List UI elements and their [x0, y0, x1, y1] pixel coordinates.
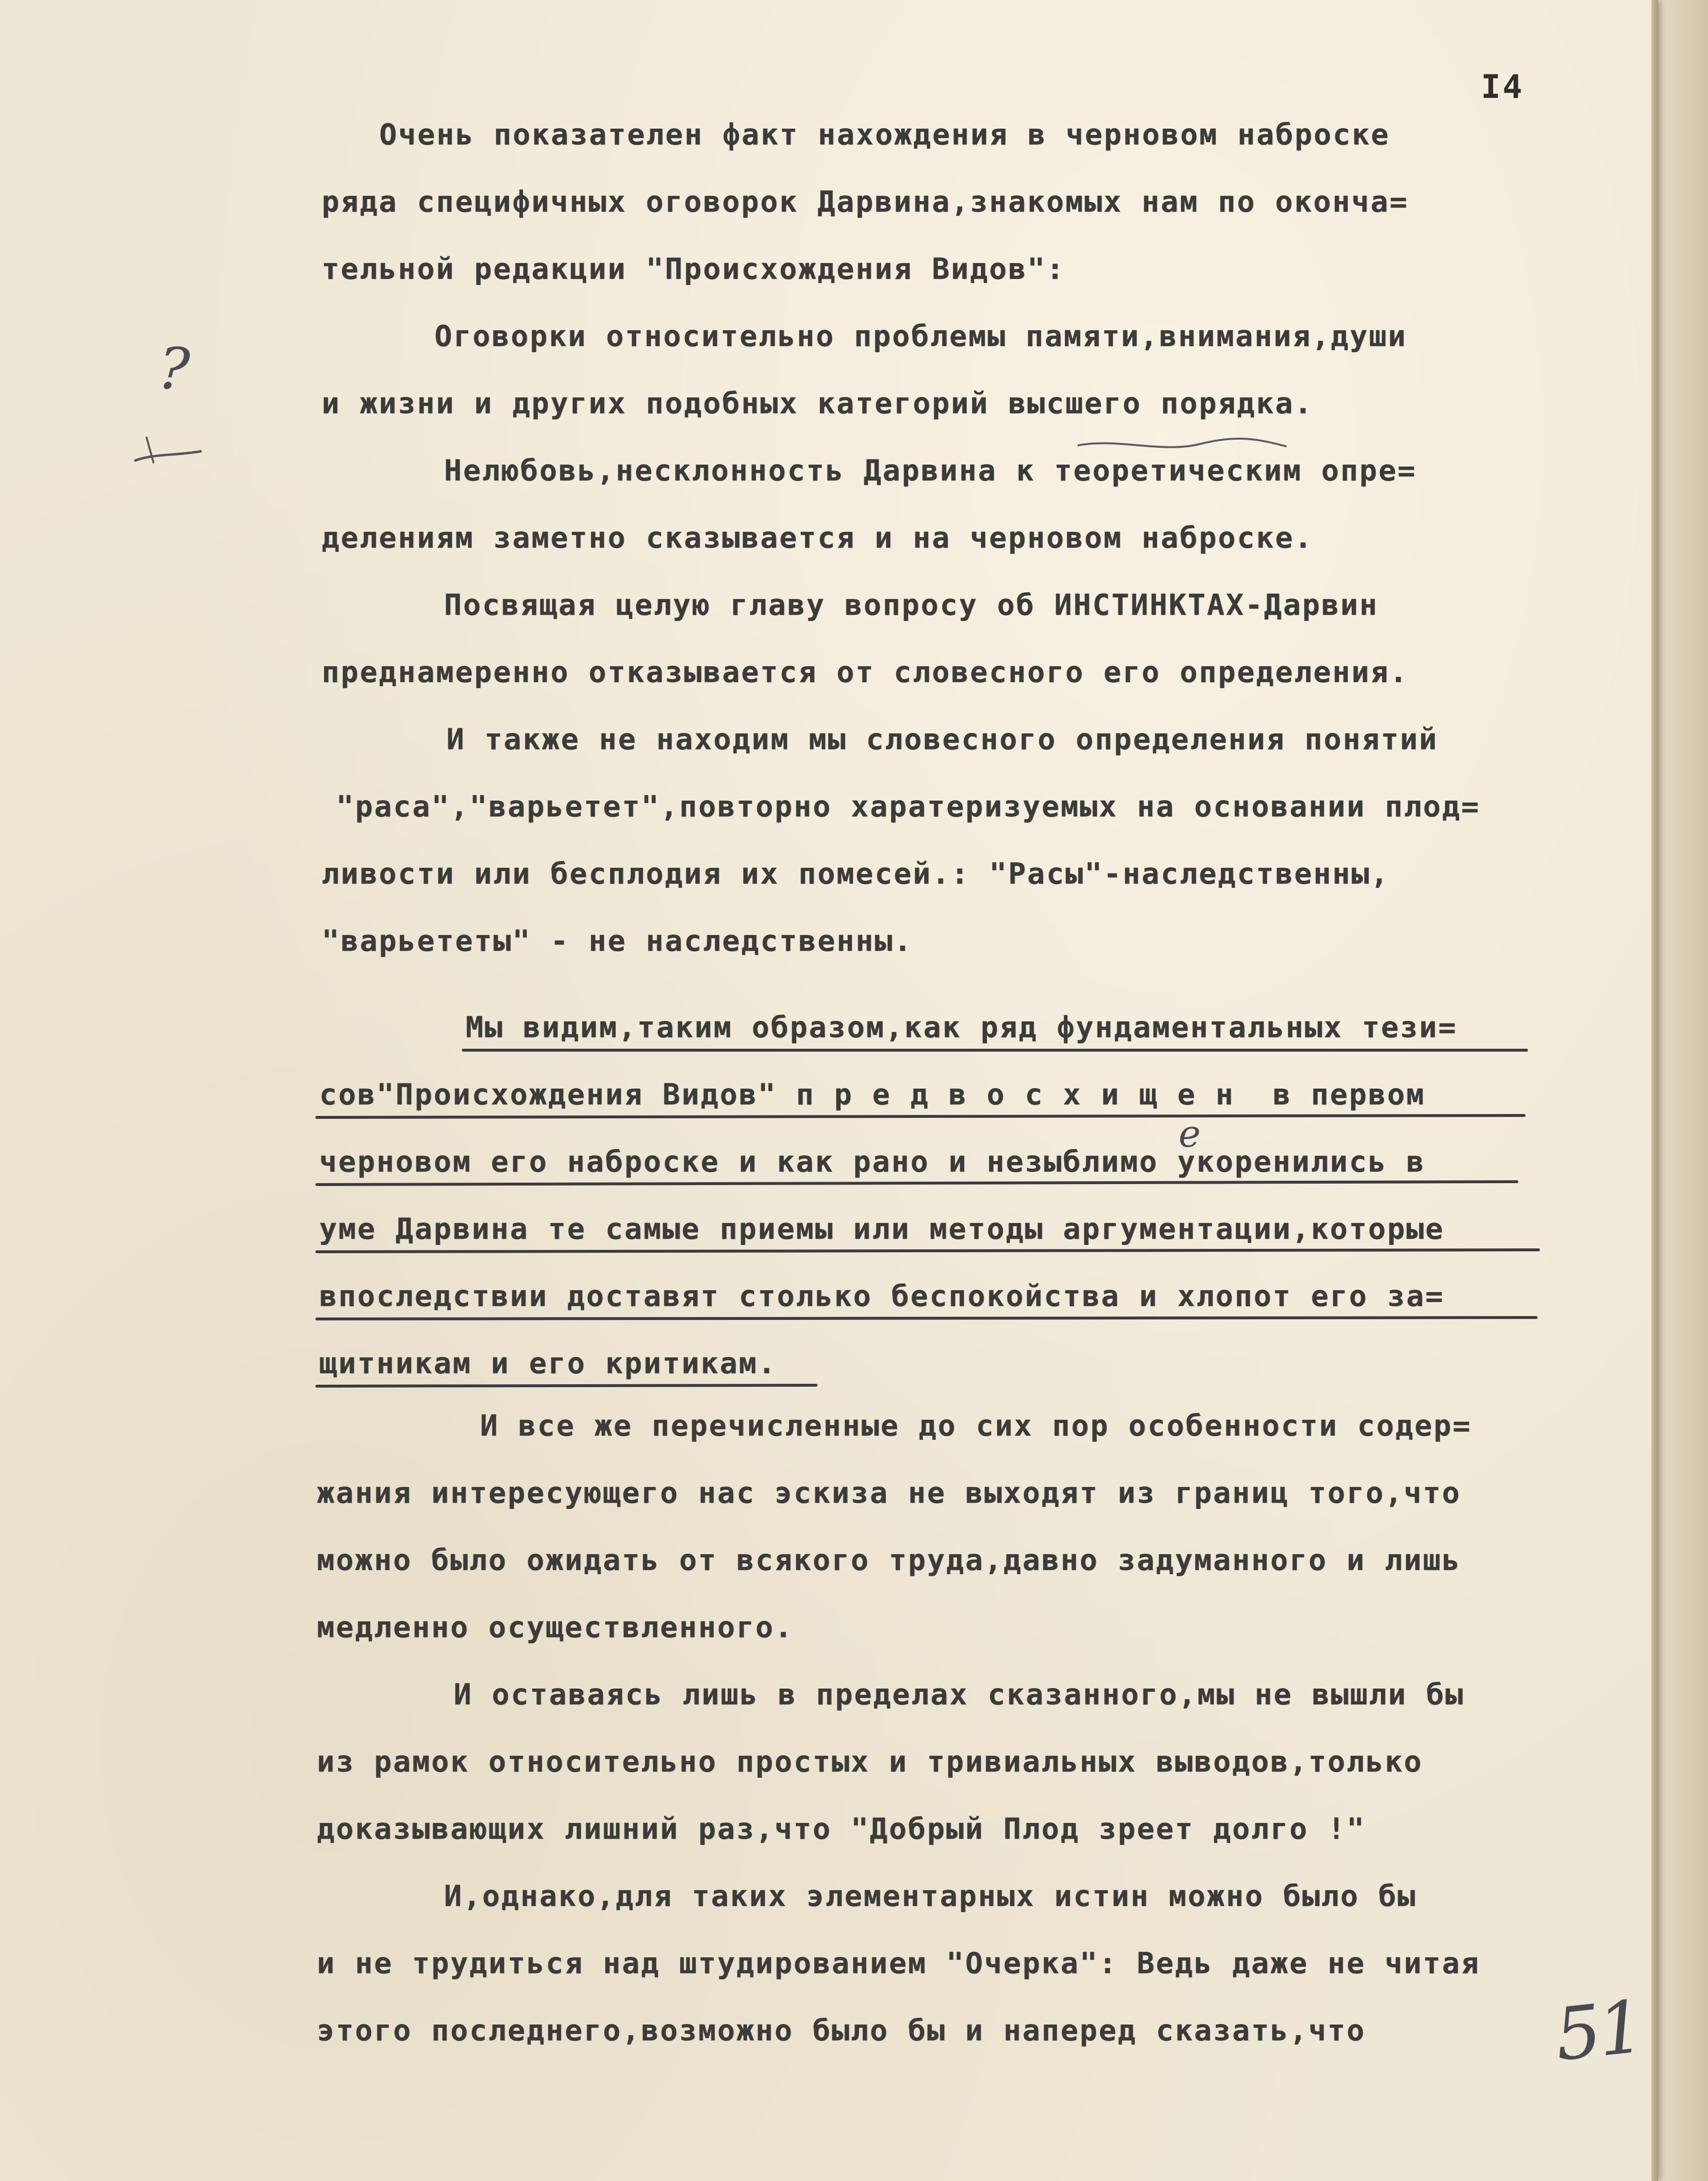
underlined-line: сов"Происхождения Видов" п р е д в о с х и щ е н в первом	[319, 1078, 1426, 1112]
text-line: тельной редакции "Происхождения Видов":	[322, 252, 1066, 286]
underline-stroke	[317, 1182, 1517, 1185]
text-line: И также не находим мы словесного определения понятий	[446, 722, 1438, 756]
text-line: преднамеренно отказывается от словесного его определения.	[322, 655, 1409, 689]
text-line: делениям заметно сказывается и на черновом наброске.	[322, 521, 1313, 555]
text-line: и жизни и других подобных категорий высшего порядка.	[322, 386, 1313, 420]
text-line: и не трудиться над штудированием "Очерка": Ведь даже не читая	[317, 1946, 1480, 1980]
margin-question-mark: ?	[156, 335, 192, 404]
underlined-line: черновом его наброске и как рано и незыблимо укоренились в	[319, 1145, 1426, 1179]
text-line: из рамок относительно простых и тривиальных выводов,только	[317, 1745, 1423, 1779]
handwritten-correction: е	[1179, 1113, 1201, 1156]
underline-stroke	[317, 1115, 1524, 1117]
text-line: Очень показателен факт нахождения в черновом наброске	[379, 118, 1390, 152]
text-line: ряда специфичных оговорок Дарвина,знакомых нам по оконча=	[322, 185, 1409, 219]
text-line: доказывающих лишний раз,что "Добрый Плод зреет долго !"	[317, 1812, 1366, 1846]
text-line: медленно осуществленного.	[317, 1610, 794, 1644]
page-number: I4	[1481, 68, 1524, 106]
margin-tick	[146, 437, 154, 463]
folio-number: 51	[1551, 1985, 1646, 2077]
text-line: можно было ожидать от всякого труда,давно задуманного и лишь	[317, 1543, 1461, 1577]
text-line: "варьететы" - не наследственны.	[322, 924, 913, 958]
text-line: Посвящая целую главу вопросу об ИНСТИНКТАХ-Дарвин	[444, 588, 1379, 622]
underlined-line: щитникам и его критикам.	[319, 1346, 777, 1380]
underlined-line: Мы видим,таким образом,как ряд фундаментальных тези=	[466, 1010, 1457, 1044]
underlined-line: уме Дарвина те самые приемы или методы аргументации,которые	[319, 1212, 1444, 1246]
wavy-underline	[1078, 439, 1287, 447]
underline-stroke	[317, 1318, 1536, 1319]
text-line: "раса","варьетет",повторно харатеризуемых на основании плод=	[336, 790, 1480, 824]
text-line: этого последнего,возможно было бы и наперед сказать,что	[317, 2013, 1366, 2048]
text-line: Нелюбовь,несклонность Дарвина к теоретическим опре=	[444, 454, 1417, 488]
text-line: жания интересующего нас эскиза не выходят из границ того,что	[317, 1476, 1461, 1510]
typed-underlines	[317, 1050, 1539, 1386]
text-line: И все же перечисленные до сих пор особенности содер=	[480, 1409, 1472, 1443]
underline-stroke	[317, 1385, 816, 1386]
text-line: И,однако,для таких элементарных истин можно было бы	[444, 1879, 1417, 1913]
margin-dash	[134, 451, 202, 461]
text-line: И оставаясь лишь в пределах сказанного,мы не вышли бы	[454, 1678, 1465, 1712]
text-line: ливости или бесплодия их помесей.: "Расы"-наследственны,	[322, 857, 1390, 891]
underline-stroke	[317, 1250, 1539, 1252]
text-line: Оговорки относительно проблемы памяти,внимания,души	[434, 319, 1407, 353]
underlined-line: впоследствии доставят столько беспокойства и хлопот его за=	[319, 1279, 1444, 1313]
